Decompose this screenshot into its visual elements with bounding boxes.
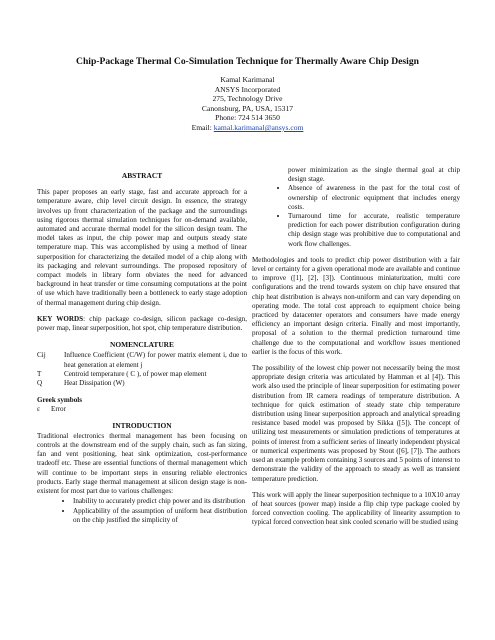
bullet-item: • Turnaround time for accurate, realistic temperature prediction for each power distribution configuration during chip design stage was prohibitive due to computational and work flow challenges.	[288, 212, 460, 249]
abstract-text: This paper proposes an early stage, fast and accurate approach for a temperature aware, chip level circuit design. In essence, the strategy involves up front characterization of the package and the surroundings using rigorous thermal simulation techniques for on-demand available, automated and accurate thermal model for the silicon design team. The model takes as input, the chip power map and outputs steady state temperature map. This was accomplished by using a method of linear superposition for characterizing the detailed model of a chip along with its packaging and relevant surroundings. The proposed repository of compact models in library form obviates the need for advanced background in heat transfer or time consuming computations at the point of use which have traditionally been a bottleneck to early stage adoption of thermal management during chip design.	[37, 188, 247, 307]
body-paragraph: This work will apply the linear superposition technique to a 10X10 array of heat sources (power map) inside a flip chip type package cooled by forced convection cooling. The applicability of linearity assumption to typical forced convection heat sink cooled scenario will be studied using	[252, 490, 460, 527]
keywords-paragraph	[37, 315, 247, 333]
introduction-bullets	[37, 497, 247, 525]
greek-symbol-row	[37, 405, 247, 414]
right-column	[252, 167, 460, 535]
nomenclature-heading: NOMENCLATURE	[110, 340, 174, 350]
nomenclature-list	[37, 351, 247, 388]
nomenclature-row	[37, 351, 247, 369]
bullet-item: • Applicability of the assumption of uniform heat distribution on the chip justified the simplicity of	[73, 507, 247, 525]
email-label: Email:	[191, 122, 214, 132]
keywords-label: KEY WORDS	[37, 314, 84, 323]
right-bullets	[252, 184, 460, 248]
nomenclature-symbol: Q	[37, 379, 43, 388]
body-paragraph: The possibility of the lowest chip power not necessarily being the most appropriate design criteria was articulated by Hamman et al [4]). This work also used the principle of linear superposition for estimating power distribution from IR camera readings of temperature distribution. A technique for quick estimation of steady state chip temperature distribution using linear superposition approach and analytical spreading resistance based model was proposed by Sikka ([5]). The concept of utilizing test measurements or simulation predictions of temperatures at points of interest from a sufficient series of linearly independent physical or numerical experiments was proposed by Stout ([6], [7]). The authors used an example problem containing 3 sources and 5 points of interest to demonstrate the validity of the approach to steady as well as transient temperature prediction.	[252, 364, 460, 483]
author-organization: ANSYS Incorporated	[214, 84, 281, 94]
paper-title: Chip-Package Thermal Co-Simulation Technique for Thermally Aware Chip Design	[76, 56, 419, 67]
email-link[interactable]: kamal.karimanal@ansys.com	[213, 122, 304, 132]
greek-description: Error	[51, 405, 66, 414]
greek-symbol: ε	[37, 405, 40, 414]
body-paragraph: Methodologies and tools to predict chip power distribution with a fair level or certainty for a given operational mode are available and continue to improve ([1], [2], [3]). Continuous miniaturization, multi core configurations and the trend towards system on chip have ensured that chip heat distribution is always non-uniform and can vary depending on operating mode. The total cost approach to equipment choice being practiced by datacenter operators and consumers have made energy efficiency an important design criteria. Finally and most importantly, proposal of a solution to the thermal prediction turnaround time challenge due to the computational and workflow issues mentioned earlier is the focus of this work.	[252, 255, 460, 356]
nomenclature-description: Heat Dissipation (W)	[64, 379, 125, 388]
nomenclature-description: Centroid temperature ( C ), of power map element	[64, 369, 207, 378]
author-block	[0, 75, 495, 133]
bullet-item: • Inability to accurately predict chip power and its distribution	[73, 497, 247, 506]
author-street: 275, Technology Drive	[212, 94, 283, 104]
introduction-text: Traditional electronics thermal management has been focusing on controls at the downstream end of the supply chain, such as fan sizing, fan and vent positioning, heat sink optimization, cost-performance tradeoff etc. These are essential functions of thermal management which will continue to be important steps in ensuring reliable electronics products. Early stage thermal management at silicon design stage is non-existent for most part due to various challenges:	[37, 431, 247, 496]
nomenclature-row	[37, 379, 247, 388]
continued-bullet	[252, 166, 460, 184]
left-column	[37, 167, 247, 525]
author-email-line	[0, 123, 495, 133]
keywords-text: : chip package co-design, silicon package co-design, power map, linear superposition, hot spot, chip temperature distribution.	[37, 314, 247, 333]
nomenclature-symbol: Cij	[37, 351, 46, 360]
nomenclature-row	[37, 370, 247, 379]
introduction-heading: INTRODUCTION	[112, 420, 172, 430]
abstract-heading: ABSTRACT	[121, 171, 163, 180]
nomenclature-symbol: T	[37, 369, 42, 378]
bullet-continuation: power minimization as the single thermal goal at chip design stage.	[288, 166, 460, 184]
bullet-item: • Absence of awareness in the past for the total cost of ownership of electronic equipment that includes energy costs.	[288, 184, 460, 212]
greek-symbols-heading: Greek symbols	[37, 396, 82, 405]
author-name: Kamal Karimanal	[220, 75, 275, 84]
author-city: Canonsburg, PA, USA, 15317	[201, 103, 294, 113]
author-phone: Phone: 724 514 3650	[215, 113, 280, 123]
nomenclature-description: Influence Coefficient (C/W) for power matrix element i, due to heat generation at element j	[64, 351, 247, 369]
